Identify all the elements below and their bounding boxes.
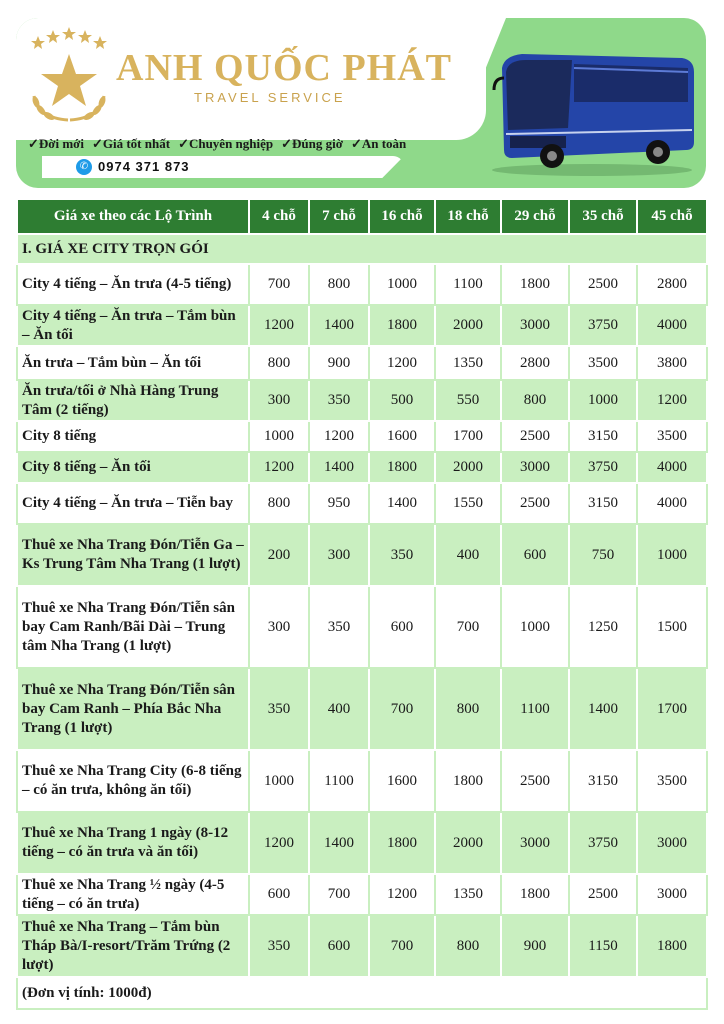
price-cell: 1000 [501, 586, 569, 668]
price-cell: 3750 [569, 812, 637, 874]
price-cell: 1400 [309, 452, 369, 483]
route-cell: Thuê xe Nha Trang – Tắm bùn Tháp Bà/I-resort/Trăm Trứng (2 lượt) [17, 915, 249, 977]
price-cell: 3800 [637, 346, 707, 380]
price-cell: 700 [369, 668, 435, 750]
price-cell: 3000 [637, 874, 707, 915]
price-cell: 1200 [369, 346, 435, 380]
feature-item: ✓Đời mới [28, 136, 84, 151]
price-cell: 1800 [369, 812, 435, 874]
price-cell: 300 [249, 586, 309, 668]
price-cell: 2500 [501, 750, 569, 812]
price-cell: 2000 [435, 452, 501, 483]
star-laurel-logo-icon [24, 26, 114, 126]
column-header: 4 chỗ [249, 199, 309, 234]
bus-icon [482, 38, 698, 180]
price-cell: 2500 [501, 483, 569, 524]
price-cell: 550 [435, 380, 501, 421]
price-cell: 1400 [309, 812, 369, 874]
column-header: 29 chỗ [501, 199, 569, 234]
price-cell: 800 [435, 668, 501, 750]
price-cell: 400 [435, 524, 501, 586]
price-cell: 1100 [309, 750, 369, 812]
price-cell: 2800 [637, 264, 707, 305]
table-row [17, 305, 707, 346]
feature-item: ✓Chuyên nghiệp [178, 136, 274, 151]
price-cell: 800 [435, 915, 501, 977]
table-row [17, 452, 707, 483]
price-cell: 1100 [501, 668, 569, 750]
price-cell: 1250 [569, 586, 637, 668]
price-cell: 1800 [435, 750, 501, 812]
price-cell: 800 [501, 380, 569, 421]
price-cell: 200 [249, 524, 309, 586]
price-cell: 3150 [569, 750, 637, 812]
feature-item: ✓Đúng giờ [281, 136, 343, 151]
price-cell: 3500 [637, 421, 707, 452]
table-row [17, 586, 707, 668]
price-cell: 1200 [249, 452, 309, 483]
section-row [17, 234, 707, 264]
table-row [17, 668, 707, 750]
feature-item: ✓Giá tốt nhất [91, 136, 171, 151]
price-cell: 1800 [501, 264, 569, 305]
route-cell: Thuê xe Nha Trang City (6-8 tiếng – có ăn trưa, không ăn tối) [17, 750, 249, 812]
table-row [17, 915, 707, 977]
price-cell: 1400 [569, 668, 637, 750]
brand-tagline: TRAVEL SERVICE [194, 90, 346, 105]
column-header: 16 chỗ [369, 199, 435, 234]
price-cell: 900 [501, 915, 569, 977]
price-cell: 1550 [435, 483, 501, 524]
route-cell: Thuê xe Nha Trang Đón/Tiễn Ga – Ks Trung Tâm Nha Trang (1 lượt) [17, 524, 249, 586]
route-cell: Ăn trưa – Tắm bùn – Ăn tối [17, 346, 249, 380]
price-cell: 1000 [249, 750, 309, 812]
price-cell: 3000 [637, 812, 707, 874]
price-cell: 1600 [369, 421, 435, 452]
price-cell: 350 [309, 380, 369, 421]
price-cell: 1700 [637, 668, 707, 750]
price-cell: 600 [369, 586, 435, 668]
route-cell: City 4 tiếng – Ăn trưa (4-5 tiếng) [17, 264, 249, 305]
price-cell: 3000 [501, 305, 569, 346]
feature-list [28, 136, 406, 152]
price-cell: 500 [369, 380, 435, 421]
price-cell: 800 [249, 483, 309, 524]
price-cell: 900 [309, 346, 369, 380]
price-table [16, 198, 708, 1010]
unit-note-row [17, 977, 707, 1009]
price-cell: 600 [309, 915, 369, 977]
price-cell: 1800 [637, 915, 707, 977]
price-cell: 700 [309, 874, 369, 915]
table-row [17, 524, 707, 586]
column-header: 7 chỗ [309, 199, 369, 234]
route-cell: Ăn trưa/tối ở Nhà Hàng Trung Tâm (2 tiếng) [17, 380, 249, 421]
price-cell: 3500 [637, 750, 707, 812]
brand-name: ANH QUỐC PHÁT [116, 47, 452, 89]
price-cell: 2500 [569, 874, 637, 915]
header-banner [16, 18, 706, 188]
price-cell: 3000 [501, 452, 569, 483]
table-row [17, 421, 707, 452]
price-cell: 800 [249, 346, 309, 380]
price-cell: 3150 [569, 421, 637, 452]
price-cell: 600 [501, 524, 569, 586]
phone-icon: ✆ [76, 159, 92, 175]
phone-bar [42, 156, 404, 178]
column-header: Giá xe theo các Lộ Trình [17, 199, 249, 234]
price-cell: 1000 [569, 380, 637, 421]
price-cell: 3750 [569, 452, 637, 483]
price-cell: 1500 [637, 586, 707, 668]
route-cell: City 4 tiếng – Ăn trưa – Tiễn bay [17, 483, 249, 524]
price-cell: 700 [249, 264, 309, 305]
route-cell: Thuê xe Nha Trang ½ ngày (4-5 tiếng – có ăn trưa) [17, 874, 249, 915]
table-row [17, 483, 707, 524]
price-cell: 1150 [569, 915, 637, 977]
price-cell: 2500 [501, 421, 569, 452]
price-cell: 950 [309, 483, 369, 524]
route-cell: Thuê xe Nha Trang Đón/Tiễn sân bay Cam Ranh/Bãi Dài – Trung tâm Nha Trang (1 lượt) [17, 586, 249, 668]
price-cell: 600 [249, 874, 309, 915]
price-cell: 1000 [249, 421, 309, 452]
phone-number[interactable]: 0974 371 873 [98, 159, 190, 174]
column-header: 35 chỗ [569, 199, 637, 234]
price-cell: 1700 [435, 421, 501, 452]
route-cell: City 4 tiếng – Ăn trưa – Tắm bùn – Ăn tối [17, 305, 249, 346]
feature-item: ✓An toàn [350, 136, 407, 151]
price-cell: 1200 [309, 421, 369, 452]
route-cell: City 8 tiếng [17, 421, 249, 452]
price-cell: 400 [309, 668, 369, 750]
table-row [17, 874, 707, 915]
price-cell: 700 [369, 915, 435, 977]
table-row [17, 264, 707, 305]
price-cell: 1100 [435, 264, 501, 305]
route-cell: City 8 tiếng – Ăn tối [17, 452, 249, 483]
price-cell: 1000 [369, 264, 435, 305]
price-cell: 350 [309, 586, 369, 668]
price-cell: 1400 [369, 483, 435, 524]
table-row [17, 380, 707, 421]
price-cell: 800 [309, 264, 369, 305]
column-header: 45 chỗ [637, 199, 707, 234]
price-cell: 3000 [501, 812, 569, 874]
price-cell: 2000 [435, 812, 501, 874]
unit-note: (Đơn vị tính: 1000đ) [17, 977, 707, 1009]
price-cell: 2500 [569, 264, 637, 305]
price-cell: 1200 [249, 305, 309, 346]
price-cell: 2000 [435, 305, 501, 346]
route-cell: Thuê xe Nha Trang Đón/Tiễn sân bay Cam Ranh – Phía Bắc Nha Trang (1 lượt) [17, 668, 249, 750]
table-header-row [17, 199, 707, 234]
price-cell: 1400 [309, 305, 369, 346]
price-cell: 1350 [435, 346, 501, 380]
price-cell: 4000 [637, 452, 707, 483]
price-cell: 1800 [501, 874, 569, 915]
price-cell: 1200 [637, 380, 707, 421]
price-cell: 4000 [637, 483, 707, 524]
price-cell: 1200 [249, 812, 309, 874]
price-cell: 2800 [501, 346, 569, 380]
section-title: I. GIÁ XE CITY TRỌN GÓI [17, 234, 707, 264]
price-cell: 3500 [569, 346, 637, 380]
price-cell: 1600 [369, 750, 435, 812]
table-row [17, 750, 707, 812]
price-cell: 300 [309, 524, 369, 586]
price-cell: 1200 [369, 874, 435, 915]
price-cell: 700 [435, 586, 501, 668]
price-cell: 1800 [369, 305, 435, 346]
table-row [17, 346, 707, 380]
route-cell: Thuê xe Nha Trang 1 ngày (8-12 tiếng – có ăn trưa và ăn tối) [17, 812, 249, 874]
table-row [17, 812, 707, 874]
price-cell: 3150 [569, 483, 637, 524]
price-cell: 350 [249, 668, 309, 750]
price-cell: 300 [249, 380, 309, 421]
price-cell: 1800 [369, 452, 435, 483]
price-cell: 1350 [435, 874, 501, 915]
price-cell: 350 [249, 915, 309, 977]
price-cell: 4000 [637, 305, 707, 346]
column-header: 18 chỗ [435, 199, 501, 234]
price-cell: 3750 [569, 305, 637, 346]
price-cell: 750 [569, 524, 637, 586]
price-cell: 350 [369, 524, 435, 586]
price-cell: 1000 [637, 524, 707, 586]
